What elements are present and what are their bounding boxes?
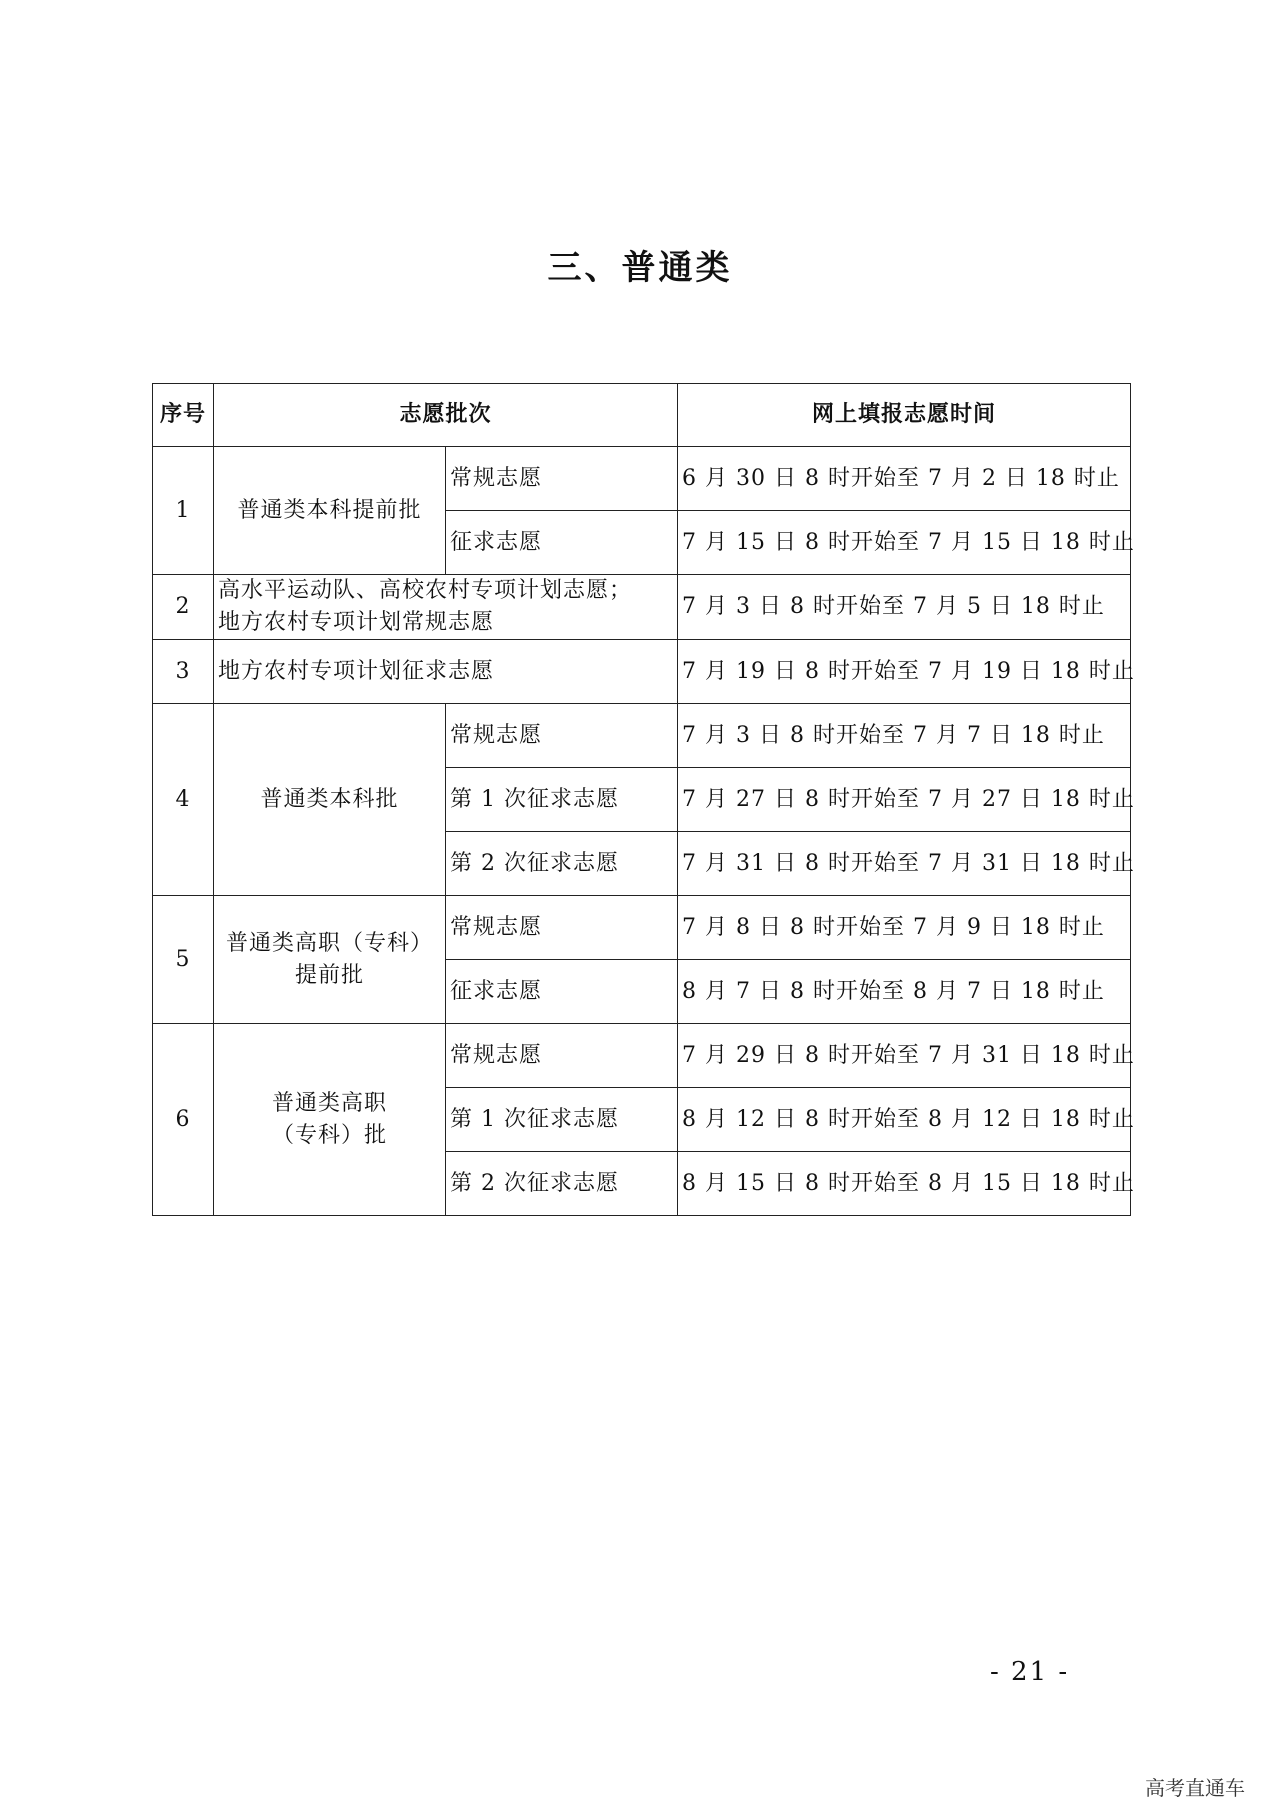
row-seq: 4 [153,704,214,896]
table-row [153,704,1131,768]
watermark-text: 高考直通车 [1145,1776,1245,1800]
table-row [153,575,1131,640]
row-time: 7 月 19 日 8 时开始至 7 月 19 日 18 时止 [678,640,1131,704]
row-sub-batch: 常规志愿 [446,896,678,960]
row-batch [214,575,678,640]
page-title: 三、普通类 [547,248,733,288]
row-time: 7 月 3 日 8 时开始至 7 月 7 日 18 时止 [678,704,1131,768]
row-sub-batch: 常规志愿 [446,447,678,511]
table-row [153,1024,1131,1088]
row-time: 8 月 15 日 8 时开始至 8 月 15 日 18 时止 [678,1152,1131,1216]
row-batch: 地方农村专项计划征求志愿 [214,640,678,704]
row-batch: 普通类本科提前批 [214,447,446,575]
row-batch [214,1024,446,1216]
row-seq: 6 [153,1024,214,1216]
row-time: 7 月 29 日 8 时开始至 7 月 31 日 18 时止 [678,1024,1131,1088]
table-row [153,640,1131,704]
row-time: 7 月 15 日 8 时开始至 7 月 15 日 18 时止 [678,511,1131,575]
row-seq: 3 [153,640,214,704]
row-sub-batch: 第 2 次征求志愿 [446,1152,678,1216]
header-time: 网上填报志愿时间 [678,384,1131,447]
row-batch-line: （专科）批 [271,1122,387,1148]
row-sub-batch: 征求志愿 [446,960,678,1024]
row-batch-line: 高水平运动队、高校农村专项计划志愿； [218,578,633,603]
table-header-row [153,384,1131,447]
row-sub-batch: 征求志愿 [446,511,678,575]
row-sub-batch: 第 2 次征求志愿 [446,832,678,896]
row-sub-batch: 第 1 次征求志愿 [446,1088,678,1152]
row-batch-line: 地方农村专项计划常规志愿 [218,610,495,635]
row-batch-line: 提前批 [294,962,364,988]
row-time: 8 月 7 日 8 时开始至 8 月 7 日 18 时止 [678,960,1131,1024]
row-time: 7 月 3 日 8 时开始至 7 月 5 日 18 时止 [678,575,1131,640]
row-seq: 1 [153,447,214,575]
row-time: 7 月 8 日 8 时开始至 7 月 9 日 18 时止 [678,896,1131,960]
row-seq: 5 [153,896,214,1024]
row-sub-batch: 常规志愿 [446,704,678,768]
row-time: 7 月 31 日 8 时开始至 7 月 31 日 18 时止 [678,832,1131,896]
header-seq: 序号 [153,384,214,447]
header-batch: 志愿批次 [214,384,678,447]
table-row [153,447,1131,511]
row-time: 7 月 27 日 8 时开始至 7 月 27 日 18 时止 [678,768,1131,832]
row-sub-batch: 第 1 次征求志愿 [446,768,678,832]
schedule-table [152,383,1135,1216]
row-batch: 普通类本科批 [214,704,446,896]
row-seq: 2 [153,575,214,640]
page-number: - 21 - [990,1657,1070,1687]
row-batch-line: 普通类高职 [271,1090,387,1116]
table-row [153,896,1131,960]
row-time: 6 月 30 日 8 时开始至 7 月 2 日 18 时止 [678,447,1131,511]
row-batch [214,896,446,1024]
row-time: 8 月 12 日 8 时开始至 8 月 12 日 18 时止 [678,1088,1131,1152]
row-sub-batch: 常规志愿 [446,1024,678,1088]
row-batch-line: 普通类高职（专科） [225,930,433,956]
